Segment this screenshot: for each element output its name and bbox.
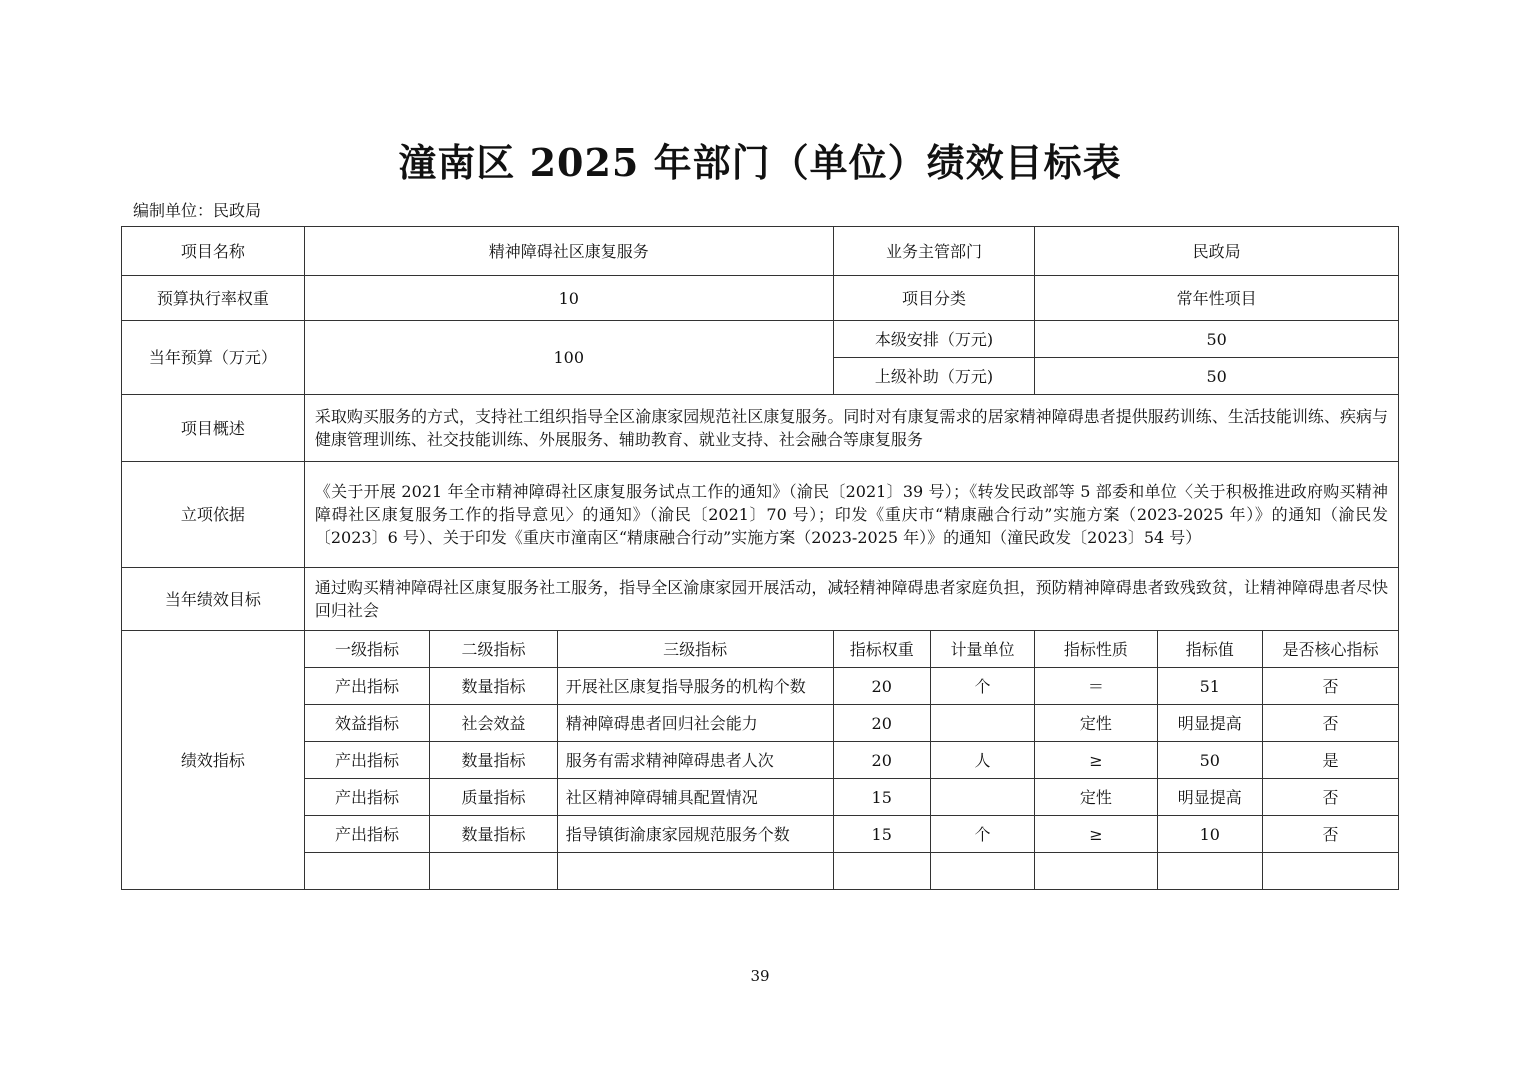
overview-row <box>122 395 1399 462</box>
cell-value: 明显提高 <box>1157 705 1263 742</box>
cell-value: 明显提高 <box>1157 779 1263 816</box>
cell-level1: 产出指标 <box>304 668 429 705</box>
budget-value: 100 <box>304 321 833 395</box>
cell-weight: 20 <box>833 742 930 779</box>
cell-unit <box>930 853 1035 890</box>
cell-core: 否 <box>1263 705 1399 742</box>
indicators-label: 绩效指标 <box>122 631 305 890</box>
cell-level3: 指导镇街渝康家园规范服务个数 <box>557 816 833 853</box>
table-row <box>122 816 1399 853</box>
compiling-unit: 编制单位：民政局 <box>133 201 262 220</box>
cell-level2: 数量指标 <box>430 668 557 705</box>
header-value: 指标值 <box>1157 631 1263 668</box>
cell-level3 <box>557 853 833 890</box>
budget-row <box>122 321 1399 358</box>
cell-weight: 20 <box>833 705 930 742</box>
cell-unit: 人 <box>930 742 1035 779</box>
basis-row <box>122 462 1399 568</box>
cell-level1: 产出指标 <box>304 742 429 779</box>
cell-nature: 定性 <box>1035 705 1157 742</box>
cell-value: 51 <box>1157 668 1263 705</box>
cell-level3: 精神障碍患者回归社会能力 <box>557 705 833 742</box>
cell-level3: 服务有需求精神障碍患者人次 <box>557 742 833 779</box>
basis-label: 立项依据 <box>122 462 305 568</box>
local-label: 本级安排（万元) <box>833 321 1035 358</box>
indicator-header-row <box>122 631 1399 668</box>
cell-nature: 定性 <box>1035 779 1157 816</box>
cell-level2: 数量指标 <box>430 742 557 779</box>
table-row <box>122 853 1399 890</box>
budget-label: 当年预算（万元） <box>122 321 305 395</box>
cell-value <box>1157 853 1263 890</box>
header-weight: 指标权重 <box>833 631 930 668</box>
goal-row <box>122 568 1399 631</box>
page-title: 潼南区 2025 年部门（单位）绩效目标表 <box>398 140 1122 185</box>
cell-nature: ≥ <box>1035 742 1157 779</box>
cell-core <box>1263 853 1399 890</box>
dept-value: 民政局 <box>1035 227 1399 276</box>
basis-text: 《关于开展 2021 年全市精神障碍社区康复服务试点工作的通知》（渝民〔2021〕39 号）；《转发民政部等 5 部委和单位〈关于积极推进政府购买精神障碍社区康复服务工作的指导意见〉的通知》（渝民〔2021〕70 号）；印发《重庆市“精康融合行动”实施方案（2023-2025 年）》的通知（渝民发〔2023〕6 号）、关于印发《重庆市潼南区“精康融合行动”实施方案（2023-2025 年）》的通知（潼民政发〔2023〕54 号） <box>304 462 1398 568</box>
cell-level1 <box>304 853 429 890</box>
cell-value: 50 <box>1157 742 1263 779</box>
table-row <box>122 779 1399 816</box>
cell-unit <box>930 779 1035 816</box>
cell-level3: 社区精神障碍辅具配置情况 <box>557 779 833 816</box>
cell-nature: ＝ <box>1035 668 1157 705</box>
goal-label: 当年绩效目标 <box>122 568 305 631</box>
page-number: 39 <box>750 967 770 985</box>
cell-core: 是 <box>1263 742 1399 779</box>
overview-label: 项目概述 <box>122 395 305 462</box>
cell-level2: 数量指标 <box>430 816 557 853</box>
cell-level2 <box>430 853 557 890</box>
header-level1: 一级指标 <box>304 631 429 668</box>
goal-text: 通过购买精神障碍社区康复服务社工服务，指导全区渝康家园开展活动，减轻精神障碍患者家庭负担，预防精神障碍患者致残致贫，让精神障碍患者尽快回归社会 <box>304 568 1398 631</box>
performance-target-table <box>121 226 1399 890</box>
cell-value: 10 <box>1157 816 1263 853</box>
category-label: 项目分类 <box>833 276 1035 321</box>
cell-level1: 产出指标 <box>304 816 429 853</box>
cell-level3: 开展社区康复指导服务的机构个数 <box>557 668 833 705</box>
header-nature: 指标性质 <box>1035 631 1157 668</box>
cell-weight: 15 <box>833 779 930 816</box>
project-name-value: 精神障碍社区康复服务 <box>304 227 833 276</box>
weight-row <box>122 276 1399 321</box>
overview-text: 采取购买服务的方式，支持社工组织指导全区渝康家园规范社区康复服务。同时对有康复需求的居家精神障碍患者提供服药训练、生活技能训练、疾病与健康管理训练、社交技能训练、外展服务、辅助教育、就业支持、社会融合等康复服务 <box>304 395 1398 462</box>
cell-core: 否 <box>1263 668 1399 705</box>
header-core: 是否核心指标 <box>1263 631 1399 668</box>
cell-weight: 15 <box>833 816 930 853</box>
cell-level1: 效益指标 <box>304 705 429 742</box>
cell-unit: 个 <box>930 668 1035 705</box>
cell-unit <box>930 705 1035 742</box>
header-level3: 三级指标 <box>557 631 833 668</box>
cell-weight: 20 <box>833 668 930 705</box>
category-value: 常年性项目 <box>1035 276 1399 321</box>
table-row <box>122 742 1399 779</box>
cell-level2: 质量指标 <box>430 779 557 816</box>
subsidy-label: 上级补助（万元) <box>833 358 1035 395</box>
cell-level1: 产出指标 <box>304 779 429 816</box>
header-level2: 二级指标 <box>430 631 557 668</box>
cell-weight <box>833 853 930 890</box>
subsidy-value: 50 <box>1035 358 1399 395</box>
project-name-row <box>122 227 1399 276</box>
table-row <box>122 705 1399 742</box>
weight-value: 10 <box>304 276 833 321</box>
project-name-label: 项目名称 <box>122 227 305 276</box>
table-row <box>122 668 1399 705</box>
local-value: 50 <box>1035 321 1399 358</box>
cell-nature <box>1035 853 1157 890</box>
weight-label: 预算执行率权重 <box>122 276 305 321</box>
cell-core: 否 <box>1263 816 1399 853</box>
cell-level2: 社会效益 <box>430 705 557 742</box>
cell-core: 否 <box>1263 779 1399 816</box>
header-unit: 计量单位 <box>930 631 1035 668</box>
cell-unit: 个 <box>930 816 1035 853</box>
dept-label: 业务主管部门 <box>833 227 1035 276</box>
cell-nature: ≥ <box>1035 816 1157 853</box>
